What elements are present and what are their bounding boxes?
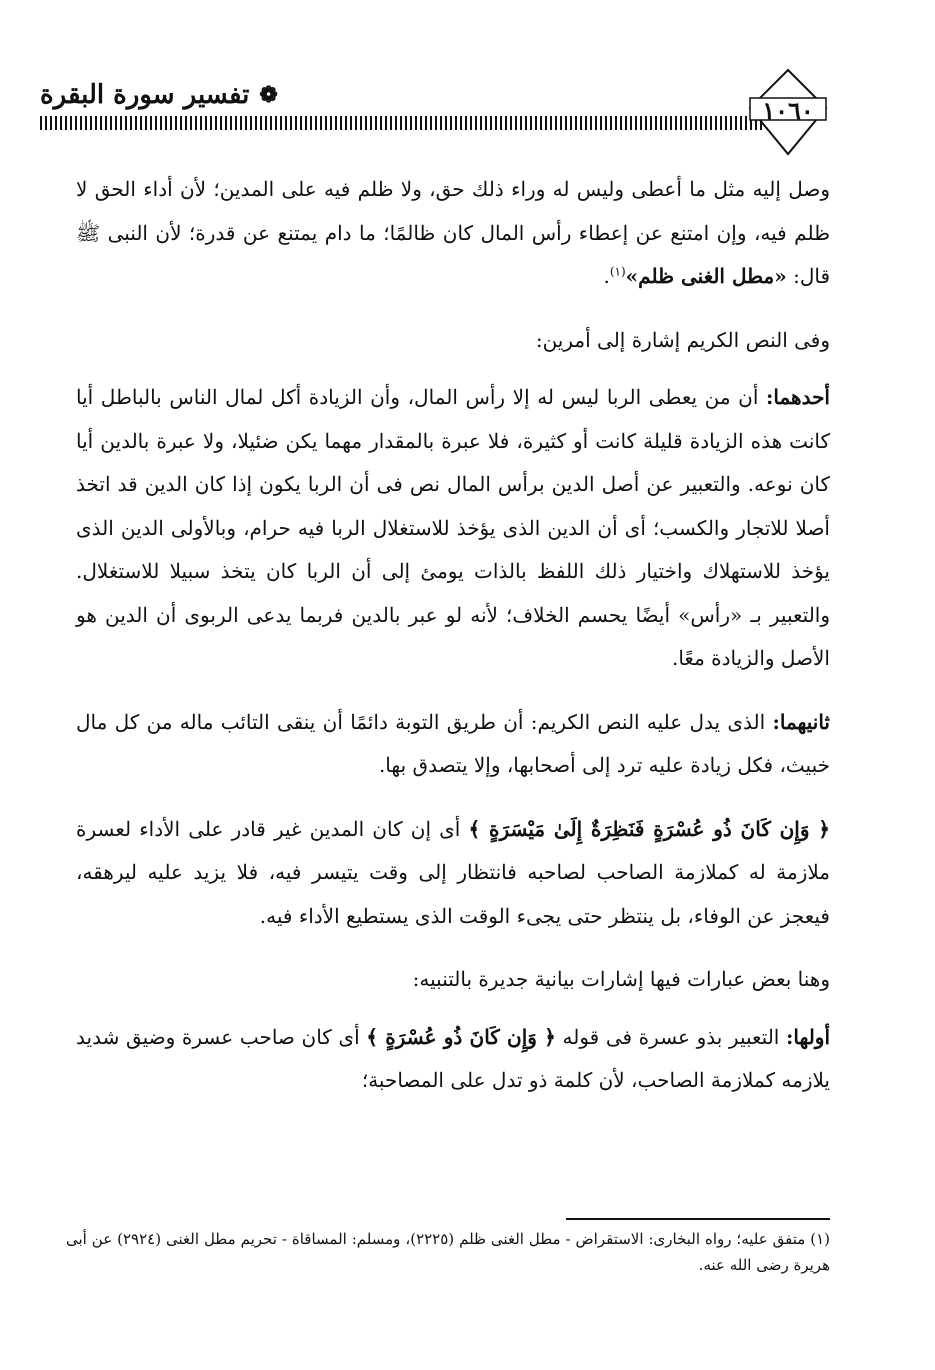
lead-firstly: أولها:: [786, 1024, 831, 1049]
page-number: ١٠٦٠: [762, 96, 814, 125]
quran-verse: ﴿ وَإِن كَانَ ذُو عُسْرَةٍ ﴾: [366, 1024, 556, 1049]
header-rule: [40, 116, 762, 130]
header-title: تفسير سورة البقرة: [40, 80, 250, 110]
paragraph-7: أولها: التعبير بذو عسرة فى قوله ﴿ وَإِن كَانَ ذُو عُسْرَةٍ ﴾ أى كان صاحب عسرة وضيق شديد يلازمه كملازمة الصاحب، لأن كلمة ذو تدل على المصاحبة؛: [76, 1024, 831, 1092]
running-header: [40, 80, 278, 110]
footnote-ref: (١): [609, 264, 626, 279]
paragraph-2: وفى النص الكريم إشارة إلى أمرين:: [535, 327, 830, 352]
lead-first: أحدهما:: [765, 385, 830, 409]
paragraph-1: وصل إليه مثل ما أعطى وليس له وراء ذلك حق، ولا ظلم فيه على المدين؛ لأن أداء الحق لا ظلم فيه، وإن امتنع عن إعطاء رأس المال كان ظالمًا؛ ما دام يمتنع عن قدرة؛ لأن النبى ﷺ قال: «مطل الغنى ظلم»$^{(١)}$.: [76, 177, 830, 288]
paragraph-4: ثانيهما: الذى يدل عليه النص الكريم: أن طريق التوبة دائمًا أن ينقى التائب ماله من كل مال خبيث، فكل زيادة عليه ترد إلى أصحابها، وإلا يتصدق بها.: [76, 709, 830, 777]
footnote-divider: [566, 1218, 830, 1220]
footnote: (١) متفق عليه؛ رواه البخارى: الاستقراض - مطل الغنى ظلم (٢٢٢٥)، ومسلم: المساقاة - تحريم مطل الغنى (٢٩٢٤) عن أبى هريرة رضى الله عنه.: [66, 1230, 831, 1274]
paragraph-6: وهنا بعض عبارات فيها إشارات بيانية جديرة بالتنبيه:: [412, 967, 830, 991]
lead-second: ثانيهما:: [772, 709, 830, 734]
paragraph-5: ﴿ وَإِن كَانَ ذُو عُسْرَةٍ فَنَظِرَةٌ إِلَىٰ مَيْسَرَةٍ ﴾ أى إن كان المدين غير قادر على الأداء لعسرة ملازمة له كملازمة الصاحب لصاحبه فانتظار إلى وقت يتيسر فيه، فلا يزيد عليه ليرهقه، فيعجز عن الوفاء، بل ينتظر حتى يجىء الوقت الذى يستطيع الأداء فيه.: [76, 816, 830, 928]
paragraph-3: أحدهما: أن من يعطى الربا ليس له إلا رأس المال، وأن الزيادة أكل لمال الناس بالباطل أيا كانت هذه الزيادة قليلة كانت أو كثيرة، فلا عبرة بالمقدار مهما يكن ضئيلا، ولا عبرة بالدين أيا كان نوعه. والتعبير عن أصل الدين برأس المال نص فى أن الربا يكون إذا كان الدين قد اتخذ أصلا للاتجار والكسب؛ أى أن الدين الذى يؤخذ للاستغلال الربا فيه حرام، وبالأولى الدين الذى يؤخذ للاستهلاك واختيار ذلك اللفظ بالذات يومئ إلى أن الربا كان يتخذ سبيلا للاستغلال. والتعبير بـ «رأس» أيضًا يحسم الخلاف؛ لأنه لو عبر بالدين فربما يدعى الربوى أن الدين هو الأصل والزيادة معًا.: [76, 385, 830, 670]
ornament-icon: ❁: [259, 82, 278, 108]
quran-verse: ﴿ وَإِن كَانَ ذُو عُسْرَةٍ فَنَظِرَةٌ إِلَىٰ مَيْسَرَةٍ ﴾: [468, 816, 830, 841]
body-text: [76, 168, 830, 1123]
hadith-quote: «مطل الغنى ظلم»: [625, 264, 787, 288]
